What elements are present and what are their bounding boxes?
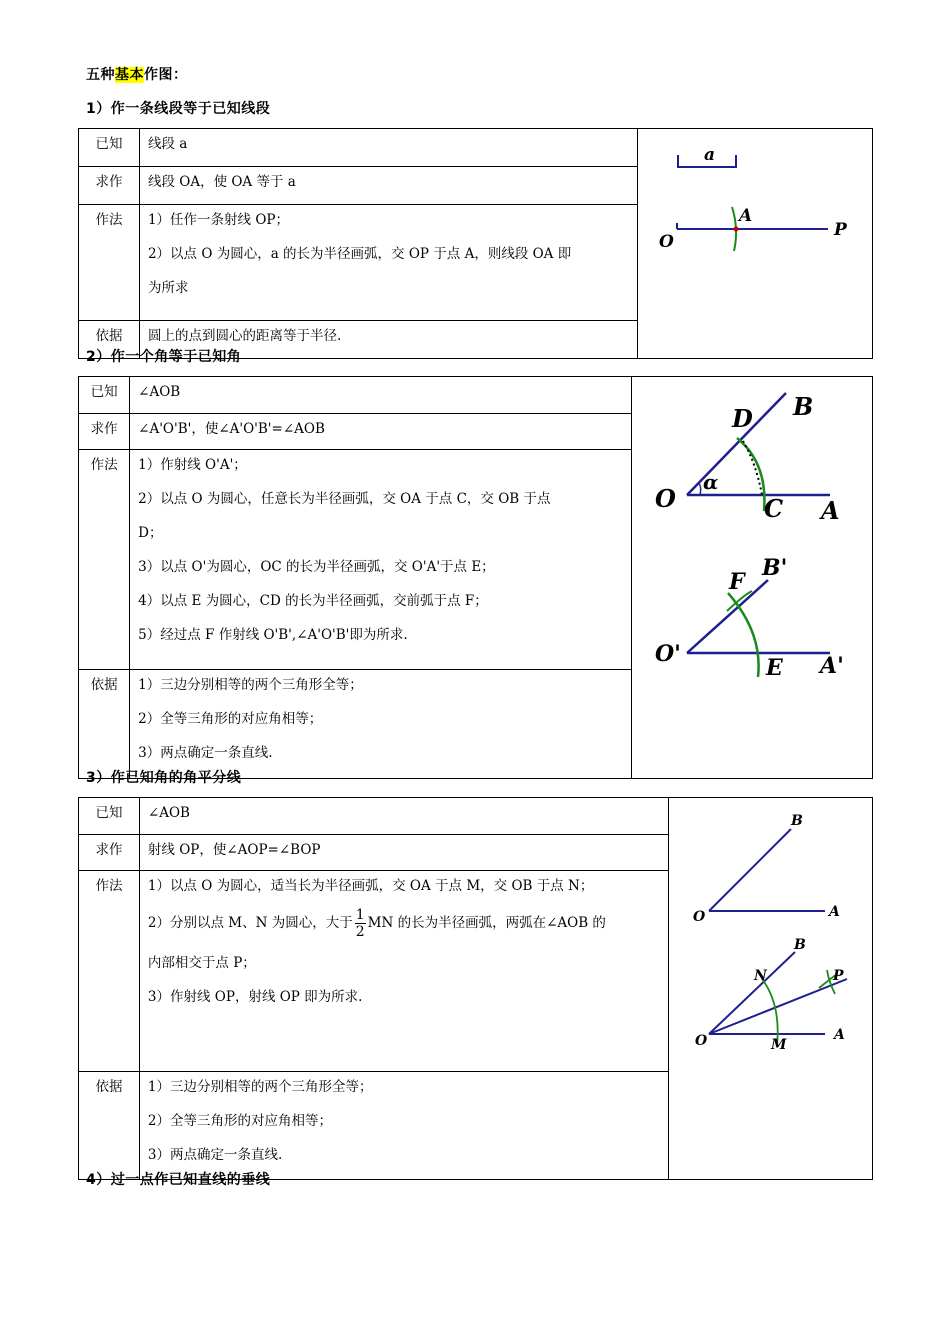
s1-label-required: 求作 <box>79 167 140 205</box>
section1-heading: 1）作一条线段等于已知线段 <box>86 101 271 117</box>
angle-bisector-figure <box>677 804 864 1168</box>
section4-heading: 4）过一点作已知直线的垂线 <box>86 1172 271 1188</box>
s1-label-P: P <box>833 220 847 240</box>
s3-label-P: P <box>832 968 844 984</box>
s3-label-N: N <box>753 968 767 984</box>
s2-label-O: O <box>654 484 676 513</box>
s2-label-B2: B' <box>761 555 788 581</box>
page-title <box>86 64 188 84</box>
section2-heading: 2）作一个角等于已知角 <box>86 349 242 365</box>
s2-label-method: 作法 <box>79 450 130 670</box>
s3-known: ∠AOB <box>139 798 668 835</box>
s1-label-method: 作法 <box>79 205 140 321</box>
s2-label-B: B <box>792 392 814 421</box>
s2-label-A: A <box>820 496 840 525</box>
s1-label-a: a <box>703 145 715 165</box>
s3-label-method: 作法 <box>79 871 140 1071</box>
s1-label-basis: 依据 <box>79 320 140 358</box>
s3-method: 1）以点 O 为圆心，适当长为半径画弧，交 OA 于点 M，交 OB 于点 N； 2）分别以点 M、N 为圆心，大于 $\frac{1}{2}$ MN 的长为半径画弧，两弧在∠AOB 的 内部相交于点 P； 3）作射线 OP，射线 OP 即为所求. <box>139 871 668 1071</box>
section1-table <box>78 128 873 359</box>
s2-label-O2: O' <box>654 641 681 667</box>
angle-copy-figure <box>640 383 864 767</box>
s2-method: 1）作射线 O'A'； 2）以点 O 为圆心，任意长为半径画弧，交 OA 于点 C，交 OB 于点 D； 3）以点 O'为圆心，OC 的长为半径画弧，交 O'A'于点 E； 4）以点 E 为圆心，CD 的长为半径画弧，交前弧于点 F； 5）经过点 F 作射线 O'B',∠A'O'B'即为所求. <box>130 450 632 670</box>
section3-table <box>78 797 873 1180</box>
s2-label-required: 求作 <box>79 413 130 450</box>
s3-required: 射线 OP，使∠AOP=∠BOP <box>139 834 668 871</box>
s1-known: 线段 a <box>139 129 637 167</box>
s3-label-known: 已知 <box>79 798 140 835</box>
s2-label-D: D <box>731 404 753 433</box>
s2-figure <box>631 377 872 779</box>
s3-label-B2: B <box>793 937 806 953</box>
s1-method: 1）任作一条射线 OP； 2）以点 O 为圆心，a 的长为半径画弧，交 OP 于点 A，则线段 OA 即 为所求 <box>139 205 637 321</box>
s2-label-A2: A' <box>819 653 844 679</box>
s3-basis: 1）三边分别相等的两个三角形全等； 2）全等三角形的对应角相等； 3）两点确定一条直线. <box>139 1071 668 1179</box>
s1-required: 线段 OA，使 OA 等于 a <box>139 167 637 205</box>
title-suffix: 作图： <box>144 67 188 83</box>
s2-label-C: C <box>763 494 784 523</box>
s3-label-O: O <box>692 909 706 925</box>
s3-label-M: M <box>770 1037 787 1053</box>
s1-basis: 圆上的点到圆心的距离等于半径. <box>139 320 637 358</box>
s3-label-A: A <box>828 904 840 920</box>
s3-label-B: B <box>790 813 803 829</box>
s3-figure <box>668 798 872 1180</box>
section3-heading: 3）作已知角的角平分线 <box>86 770 242 786</box>
s3-label-A2: A <box>833 1027 845 1043</box>
s1-figure <box>637 129 872 359</box>
s3-label-basis: 依据 <box>79 1071 140 1179</box>
s2-label-F: F <box>728 569 745 595</box>
s2-label-alpha: α <box>702 470 719 494</box>
s2-label-basis: 依据 <box>79 670 130 779</box>
section2-table <box>78 376 873 779</box>
s2-label-E: E <box>765 655 783 681</box>
s1-label-known: 已知 <box>79 129 140 167</box>
s1-label-A: A <box>738 206 753 226</box>
fraction-one-half: $\frac{1}{2}$ <box>355 907 365 941</box>
s1-label-O: O <box>658 232 674 252</box>
title-highlight: 基本 <box>115 67 144 83</box>
s2-basis: 1）三边分别相等的两个三角形全等； 2）全等三角形的对应角相等； 3）两点确定一条直线. <box>130 670 632 779</box>
s2-known: ∠AOB <box>130 377 632 414</box>
s2-label-known: 已知 <box>79 377 130 414</box>
title-prefix: 五种 <box>86 67 115 83</box>
s3-label-O2: O <box>694 1033 708 1049</box>
s2-required: ∠A'O'B'，使∠A'O'B'=∠AOB <box>130 413 632 450</box>
segment-construction-figure <box>646 135 864 347</box>
s3-label-required: 求作 <box>79 834 140 871</box>
